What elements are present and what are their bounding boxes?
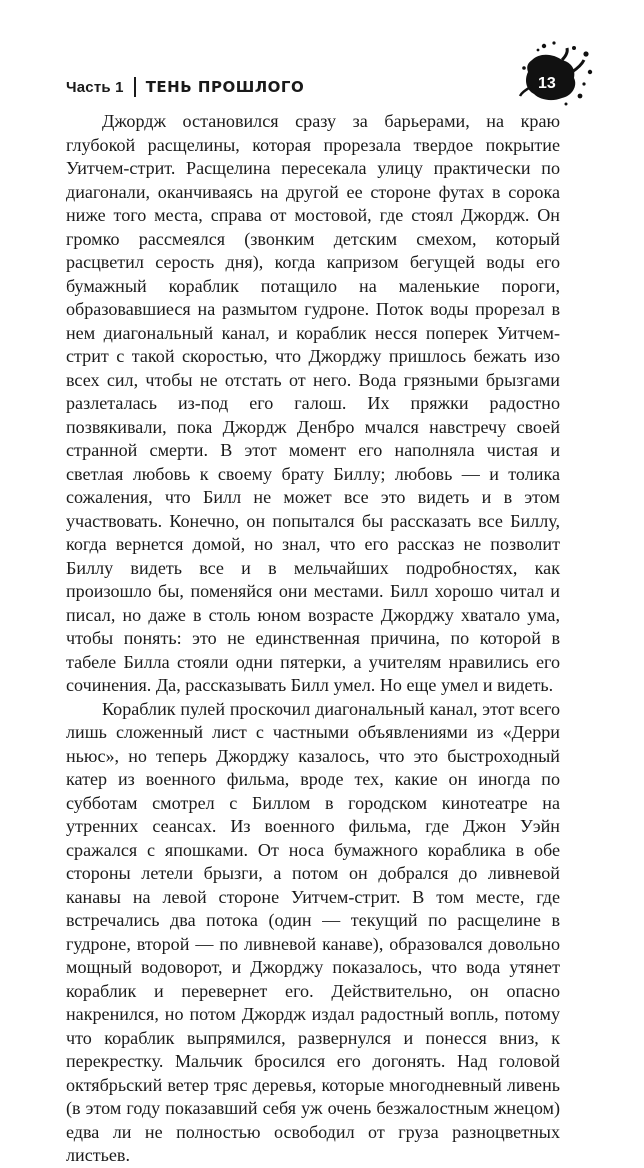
part-label: Часть 1 [66, 78, 124, 96]
section-title: ТЕНЬ ПРОШЛОГО [145, 78, 305, 96]
body-text [66, 110, 560, 1168]
running-header [66, 75, 304, 99]
header-divider [134, 77, 136, 97]
paragraph: Джордж остановился сразу за барьерами, на краю глубокой расщелины, которая прорезала твердое покрытие Уитчем-стрит. Расщелина пересекала улицу практически по диагонали, оканчиваясь на другой ее стороне футах в сорока ниже того места, справа от мостовой, где стоял Джордж. Он громко рассмеялся (звонким детским смехом, который расцветил серость дня), когда капризом бегущей воды его бумажный кораблик потащило на маленькие пороги, образовавшиеся на размытом гудроне. Поток воды прорезал в нем диагональный канал, и кораблик несся поперек Уитчем-стрит с такой скоростью, что Джорджу пришлось бежать изо всех сил, чтобы не отстать от него. Вода грязными брызгами разлеталась из-под его галош. Их пряжки радостно позвякивали, пока Джордж Денбро мчался навстречу своей странной смерти. В этот момент его наполняла чистая и светлая любовь к своему брату Биллу; любовь — и толика сожаления, что Билл не может все это видеть и в этом участвовать. Конечно, он попытался бы рассказать все Биллу, когда вернется домой, но знал, что его рассказ не позволит Биллу видеть все и в мельчайших подробностях, как произошло бы, поменяйся они местами. Билл хорошо читал и писал, но даже в столь юном возрасте Джорджу хватало ума, чтобы понять: это не единственная причина, по которой в табеле Билла стояли одни пятерки, а учителям нравились его сочинения. Да, рассказывать Билл умел. Но еще умел и видеть. [66, 111, 560, 695]
paragraph: Кораблик пулей проскочил диагональный канал, этот всего лишь сложенный лист с частными объявлениями из «Дерри ньюс», но теперь Джорджу казалось, что это быстроходный катер из военного фильма, вроде тех, какие он иногда по субботам смотрел с Биллом в городском кинотеатре на утренних сеансах. Из военного фильма, где Джон Уэйн сражался с япошками. От носа бумажного кораблика в обе стороны летели брызги, а потом он добрался до ливневой канавы на левой стороне Уитчем-стрит. В том месте, где встречались два потока (один — текущий по расщелине в гудроне, второй — по ливневой канаве), образовался довольно мощный водоворот, и Джорджу показалось, что вода утянет кораблик и перевернет его. Действительно, он опасно накренился, но потом Джордж издал радостный вопль, потому что кораблик выпрямился, развернулся и понесся вниз, к перекрестку. Мальчик бросился его догонять. Над головой октябрьский ветер тряс деревья, которые многодневный ливень (в этом году показавший себя уж очень безжалостным жнецом) едва ли не полностью освободил от груза разноцветных листьев. [66, 698, 560, 1165]
page-number-badge [518, 38, 598, 108]
page-number: 13 [538, 75, 556, 92]
ink-splatter-icon [518, 38, 598, 108]
